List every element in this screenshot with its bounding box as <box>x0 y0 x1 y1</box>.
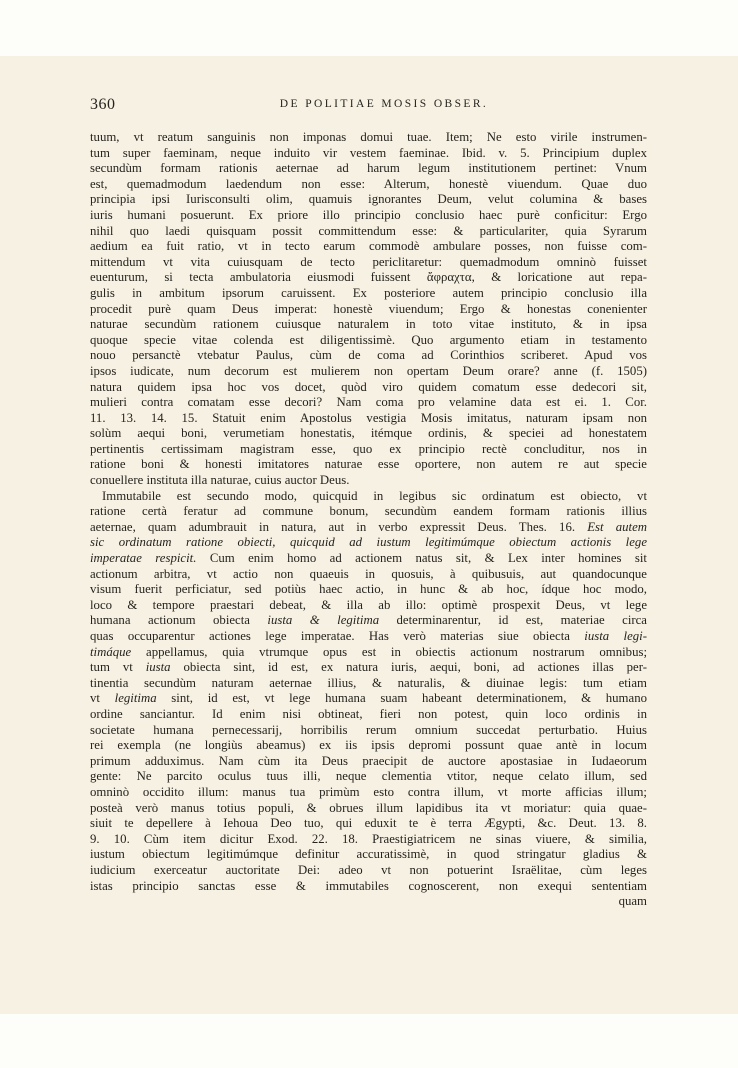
text-line: posteà verò manus totius populi, & obrues illum lapidibus ita vt moriatur: quia quae- <box>90 800 647 815</box>
text-line: ipsos iudicate, num decorum est mulierem non opertam Deum orare? anne (f. 1505) <box>90 363 647 378</box>
text-line: timáque appellamus, quia vtrumque opus est in obiectis actionum nostrarum omnibus; <box>90 644 647 659</box>
catchword: quam <box>618 894 647 909</box>
text-line: naturae secundùm rationem cuiusque naturalem in toto vitae instituto, & in ipsa <box>90 317 647 332</box>
text-line: quas occuparentur actiones lege imperatae. Has verò materias siue obiecta iusta legi- <box>90 629 647 643</box>
text-line: solùm aequi boni, verumetiam honestatis, itémque ordinis, & speciei ad honestatem <box>90 426 647 441</box>
text-line: iustum obiectum legitimúmque definitur accuratissimè, in quod stringatur gladius & <box>90 847 647 862</box>
text-line: gulis in ambitum ipsorum caruissent. Ex posteriore autem principio conclusio illa <box>90 285 647 300</box>
text-line: tuum, vt reatum sanguinis non imponas domui tuae. Item; Ne esto virile instrumen- <box>90 130 647 144</box>
text-line: natura quidem ipsa hoc vos docet, quòd viro quidem comatum esse dedecori sit, <box>90 379 647 394</box>
text-line: nouo persanctè vtebatur Paulus, cùm de coma ad Corinthios scriberet. Apud vos <box>90 348 647 363</box>
text-line: rei exempla (ne longiùs abeamus) ex iis ipsis depromi possunt quae antè in locum <box>90 738 647 753</box>
text-line: 11. 13. 14. 15. Statuit enim Apostolus vestigia Mosis imitatus, naturam ipsam non <box>90 410 647 425</box>
text-line: est, quemadmodum laedendum non esse: Alterum, honestè viuendum. Quae duo <box>90 176 647 191</box>
text-line: visum fuerit perficiatur, sed potiùs haec actio, in hunc & ab hoc, ídque hoc modo, <box>90 582 647 597</box>
text-line: Immutabile est secundo modo, quicquid in legibus sic ordinatum est obiecto, vt <box>102 488 647 503</box>
text-line: ordine sanciantur. Id enim nisi obtineat, fieri non potest, quin loco ordinis in <box>90 706 647 721</box>
text-line: primum adduximus. Nam cùm ita Deus praecipit de auctore apostasiae in Iudaeorum <box>90 753 647 768</box>
book-page <box>0 56 738 1014</box>
text-line: mulieri contra comatam esse decori? Nam coma pro velamine data est ei. 1. Cor. <box>90 395 647 410</box>
text-line: nihil quo laedi quisquam possit committendum esse: & particulariter, quia Syrarum <box>90 223 647 238</box>
text-line: 9. 10. Cùm item dicitur Exod. 22. 18. Praestigiatricem ne sinas viuere, & similia, <box>90 831 647 846</box>
text-line: gente: Ne parcito oculus tuus illi, neque clementia vtitor, neque celato illum, sed <box>90 769 647 784</box>
text-line: quoque specie vitae colenda est diligentissimè. Quo argumento etiam in testamento <box>90 332 647 347</box>
running-head: DE POLITIAE MOSIS OBSER. <box>279 98 489 110</box>
text-line: imperatae respicit. Cum enim homo ad actionem natus sit, & Lex inter homines sit <box>90 551 647 566</box>
text-line: istas principio sanctas esse & immutabiles cognoscerent, non exequi sententiam <box>90 878 647 893</box>
text-line: aedium ea fuit ratio, vt in tecto earum commodè ambulare posses, non fuisse com- <box>90 239 647 254</box>
text-line: omninò occidito illum: manus tua primùm esto contra illum, vt morte afficias illum; <box>90 784 647 799</box>
text-line: pertinentis certissimam magistram esse, quo ex principio rectè concluditur, nos in <box>90 441 647 456</box>
text-line: vt legitima sint, id est, vt lege humana suam habeant determinationem, & humano <box>90 691 647 706</box>
text-line: mittendum vt vita cuiusquam de tecto periclitaretur: quemadmodum omninò fuisset <box>90 254 647 269</box>
text-line: iudicium exerceatur auctoritate Dei: adeo vt non potuerint Israëlitae, cùm leges <box>90 862 647 877</box>
text-line: siuit te depellere à Iehoua Deo tuo, qui eduxit te è terra Ægypti, &c. Deut. 13. 8. <box>90 816 647 831</box>
text-line: euenturum, si tecta ambulatoria eiusmodi fuissent ἄφραχτα, & loricatione aut repa- <box>90 270 647 285</box>
body-text <box>90 130 647 910</box>
text-line: conuellere instituta illa naturae, cuius auctor Deus. <box>90 473 350 488</box>
text-line: sic ordinatum ratione obiecti, quicquid ad iustum legitimúmque obiectum actionis lege <box>90 535 647 550</box>
text-line: societate humana pernecessarij, horribilis rerum omnium succedat perturbatio. Huius <box>90 722 647 737</box>
text-line: actionum arbitra, vt actio non quaeuis in quosuis, à quibusuis, aut quandocunque <box>90 566 647 581</box>
page-number: 360 <box>90 96 116 113</box>
text-line: tinentia secundùm naturam aeternae illius, & naturalis, & diuinae legis: tum etiam <box>90 675 647 690</box>
text-line: principia ipsi Iurisconsulti olim, quamuis ignorantes Deum, velut columina & bases <box>90 192 647 207</box>
text-line: tum super faeminam, neque induito vir vestem faeminae. Ibid. v. 5. Principium duplex <box>90 145 647 160</box>
text-line: aeternae, quam adumbrauit in natura, aut in verbo expressit Deus. Thes. 16. Est autem <box>90 519 647 534</box>
text-line: loco & tempore praestari debeat, & illa ab illo: optimè prospexit Deus, vt lege <box>90 597 647 612</box>
text-line: humana actionum obiecta iusta & legitima determinarentur, id est, materiae circa <box>90 613 647 628</box>
text-line: tum vt iusta obiecta sint, id est, ex natura iuris, aequi, boni, ad actiones illas per- <box>90 660 647 675</box>
text-line: secundùm formam rationis aeternae ad harum legum institutionem pertinet: Vnum <box>90 161 647 176</box>
text-line: iuris humani posuerunt. Ex priore illo principio conclusio haec purè conficitur: Ergo <box>90 207 647 222</box>
page-header <box>90 96 650 116</box>
text-line: ratione boni & honesti imitatores naturae esse oportere, non autem re aut specie <box>90 457 647 472</box>
text-line: ratione certà feratur ad commune bonum, secundùm eandem formam rationis illius <box>90 504 647 519</box>
text-line: procedit purè quam Deus imperat: honestè viuendum; Ergo & honestas conenienter <box>90 301 647 316</box>
